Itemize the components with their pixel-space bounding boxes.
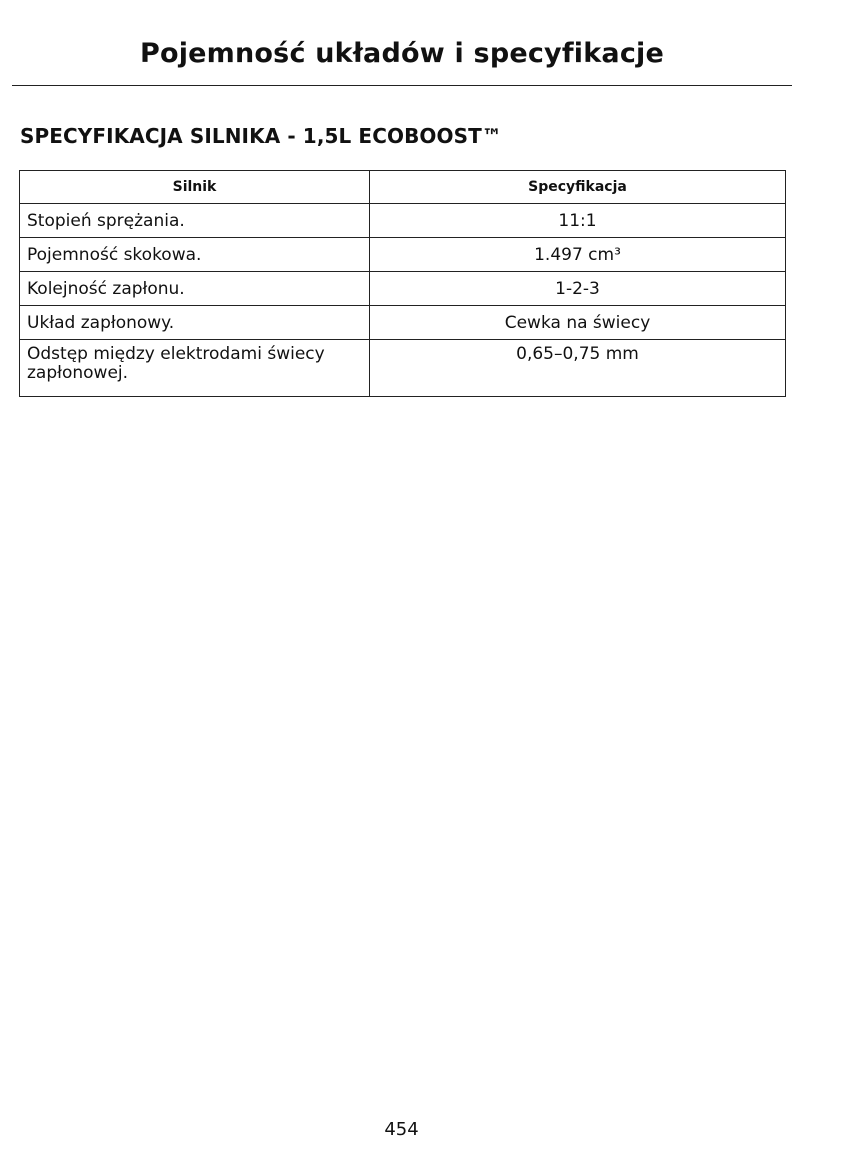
- column-header-specification: Specyfikacja: [370, 171, 786, 204]
- row-parameter: Stopień sprężania.: [20, 204, 370, 238]
- section-heading: SPECYFIKACJA SILNIKA - 1,5L ECOBOOST™: [20, 124, 502, 148]
- column-header-engine: Silnik: [20, 171, 370, 204]
- engine-spec-table: [19, 170, 786, 397]
- table-row: [20, 238, 786, 272]
- table-row: [20, 204, 786, 238]
- row-parameter: Pojemność skokowa.: [20, 238, 370, 272]
- table-row: [20, 272, 786, 306]
- row-value: 1-2-3: [370, 272, 786, 306]
- row-parameter: Układ zapłonowy.: [20, 306, 370, 340]
- row-value: Cewka na świecy: [370, 306, 786, 340]
- row-value: 0,65–0,75 mm: [370, 340, 786, 397]
- page-number: 454: [384, 1119, 419, 1140]
- table-row: [20, 306, 786, 340]
- row-value: 11:1: [370, 204, 786, 238]
- row-value: 1.497 cm³: [370, 238, 786, 272]
- table-row: [20, 340, 786, 397]
- page-title: Pojemność układów i specyfikacje: [139, 38, 665, 69]
- row-parameter: Kolejność zapłonu.: [20, 272, 370, 306]
- row-parameter: Odstęp między elektrodami świecy zapłonowej.: [20, 340, 370, 397]
- table-header-row: [20, 171, 786, 204]
- title-divider: [12, 85, 792, 86]
